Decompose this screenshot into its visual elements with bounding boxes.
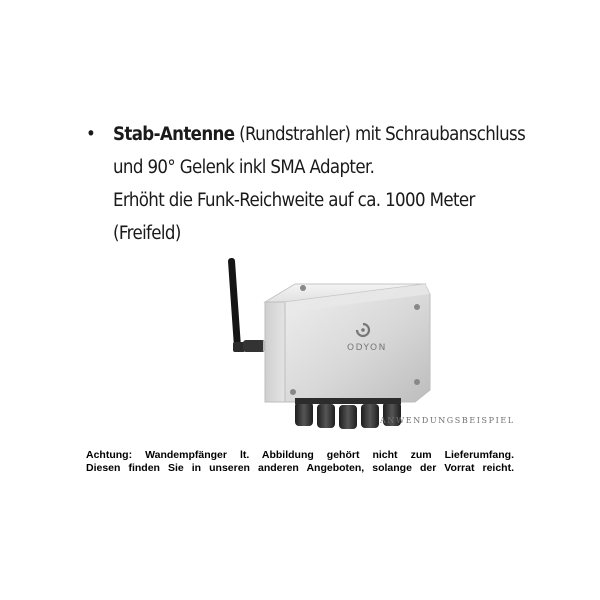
feature-line-1 — [86, 118, 526, 151]
feature-title-rest: (Rundstrahler) mit Schraubanschluss — [234, 124, 526, 145]
brand-logo-text: ODYON — [347, 343, 387, 353]
notice-text — [86, 449, 514, 475]
feature-line-4: (Freifeld) — [113, 223, 181, 244]
feature-description — [86, 118, 526, 250]
feature-title: Stab-Antenne — [113, 124, 235, 145]
image-caption: ANWENDUNGSBEISPIEL — [380, 416, 515, 425]
feature-line-2: und 90° Gelenk inkl SMA Adapter. — [113, 157, 375, 178]
bullet-icon: • — [86, 124, 96, 145]
product-image — [205, 252, 505, 442]
notice-line-1: Achtung: Wandempfänger lt. Abbildung gehört nicht zum Lieferumfang. — [86, 449, 514, 461]
enclosure-illustration — [205, 252, 505, 442]
feature-line-3: Erhöht die Funk-Reichweite auf ca. 1000 Meter — [113, 190, 475, 211]
notice-line-2: Diesen finden Sie in unseren anderen Angeboten, solange der Vorrat reicht. — [86, 462, 514, 474]
